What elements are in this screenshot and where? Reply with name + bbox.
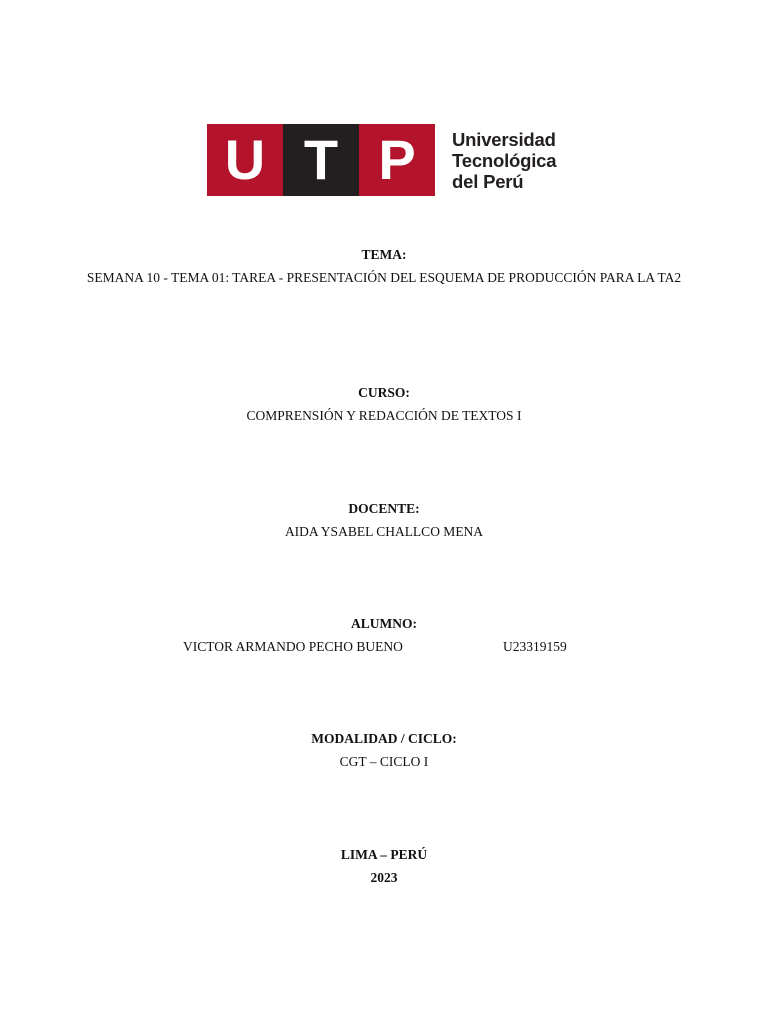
docente-value: AIDA YSABEL CHALLCO MENA	[284, 524, 484, 539]
logo-letter-t: T	[283, 124, 359, 196]
lugar-year: 2023	[370, 870, 398, 885]
tema-value: SEMANA 10 - TEMA 01: TAREA - PRESENTACIÓN DEL ESQUEMA DE PRODUCCIÓN PARA LA TA2	[86, 270, 682, 285]
logo-letter-p: P	[359, 124, 435, 196]
utp-logo	[207, 124, 556, 196]
logo-letter-u: U	[207, 124, 283, 196]
alumno-label: ALUMNO:	[351, 616, 417, 631]
modalidad-label: MODALIDAD / CICLO:	[311, 731, 457, 746]
alumno-name: VICTOR ARMANDO PECHO BUENO	[183, 639, 403, 654]
curso-value: COMPRENSIÓN Y REDACCIÓN DE TEXTOS I	[246, 408, 522, 423]
alumno-section	[0, 612, 768, 658]
tema-section	[0, 243, 768, 289]
university-name-line-3: del Perú	[452, 170, 524, 192]
alumno-row	[0, 635, 768, 658]
university-name	[452, 129, 556, 192]
curso-label: CURSO:	[358, 385, 410, 400]
docente-section	[0, 497, 768, 543]
modalidad-value: CGT – CICLO I	[339, 754, 429, 769]
alumno-code: U23319159	[503, 639, 567, 654]
modalidad-section	[0, 727, 768, 773]
lugar-section	[0, 843, 768, 889]
lugar-city: LIMA – PERÚ	[340, 847, 428, 862]
tema-label: TEMA:	[361, 247, 407, 262]
curso-section	[0, 381, 768, 427]
docente-label: DOCENTE:	[348, 501, 420, 516]
university-name-line-1: Universidad	[452, 128, 556, 150]
university-name-line-2: Tecnológica	[452, 149, 557, 171]
